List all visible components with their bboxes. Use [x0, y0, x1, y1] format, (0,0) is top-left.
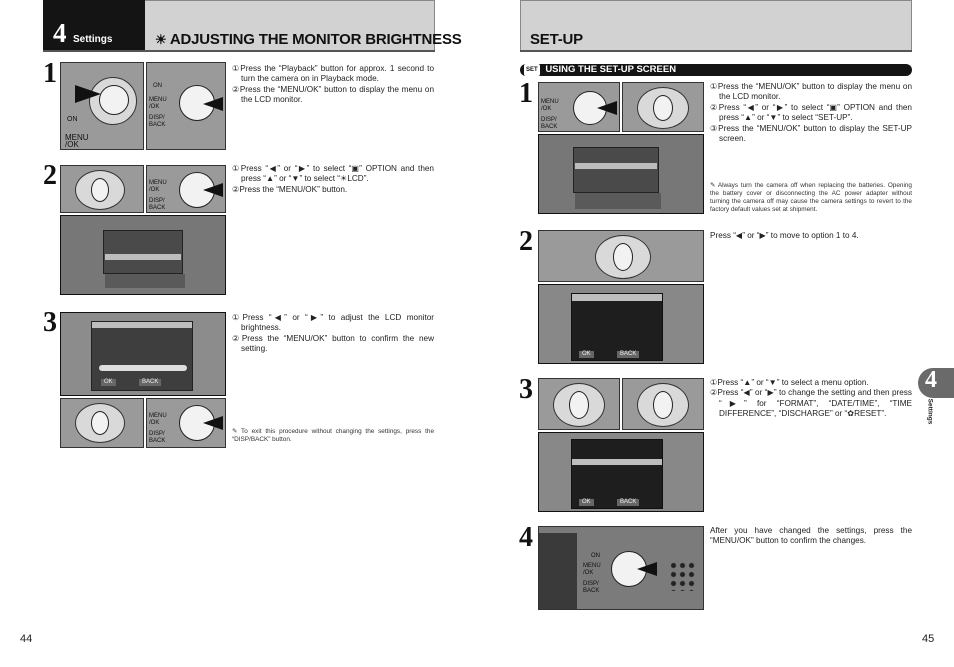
left-header-rule	[43, 50, 435, 52]
instruction: Press “◀” or “▶” to move to option 1 to 4.	[710, 231, 859, 240]
on-label: ON	[67, 116, 78, 123]
chapter-number: 4	[53, 18, 67, 48]
ok-label: OK	[579, 499, 594, 506]
tab-number: 4	[925, 367, 937, 393]
right-section-title: SET-UP	[530, 31, 583, 48]
setup-highlight	[572, 459, 662, 465]
subheading-bar: SET USING THE SET-UP SCREEN	[520, 64, 912, 76]
menu-panel	[103, 230, 183, 274]
dpad-center	[91, 178, 109, 202]
right-step-3-text	[710, 378, 912, 420]
camera-photo-menu	[146, 165, 226, 213]
instruction: ②Press “◀” or “▶” to select “▣” OPTION and then press “▲” or “▼” to select “SET-UP”.	[710, 102, 912, 123]
sun-icon: ☀	[155, 32, 167, 47]
lcd-screen-options	[60, 215, 226, 295]
setup-icon: SET	[524, 64, 540, 76]
camera-photo-playback	[60, 62, 144, 150]
option-icons-bar	[105, 274, 185, 288]
camera-photo-dpad	[622, 82, 704, 132]
camera-screen	[539, 533, 577, 610]
pointer-arrow	[203, 97, 223, 111]
back-label: BACK	[139, 379, 161, 386]
pointer-arrow	[637, 562, 657, 576]
instruction: ①Press the “Playback” button for approx. 1 second to turn the camera on in Playback mode.	[232, 64, 434, 84]
menu-highlight	[575, 163, 657, 169]
instruction: ①Press “◀” or “▶” to adjust the LCD monitor brightness.	[232, 313, 434, 333]
instruction: ②Press “◀” or “▶” to change the setting and then press “▶” for “FORMAT”, “DATE/TIME”, “TIME DIFFERENCE”, “DISCHARGE” or “✿RESET”.	[710, 388, 912, 419]
menu-ok-label: MENU /OK	[149, 413, 167, 426]
left-note: ✎ To exit this procedure without changing the settings, press the “DISP/BACK” button.	[232, 428, 434, 443]
instruction: ①Press “◀” or “▶” to select “▣” OPTION and then press “▲” or “▼” to select “☀LCD”.	[232, 164, 434, 184]
pointer-arrow	[203, 183, 223, 197]
chapter-side-tab	[918, 368, 954, 398]
menu-ok-label: MENU /OK	[149, 97, 167, 110]
step-number: 1	[43, 58, 57, 89]
option-icons-bar	[575, 193, 661, 209]
step-3-text	[232, 313, 434, 355]
camera-photo-dpad	[622, 378, 704, 430]
playback-button	[99, 85, 129, 115]
dpad-center	[569, 391, 589, 419]
camera-photo-back	[538, 526, 704, 610]
camera-photo-dpad	[60, 165, 144, 213]
instruction: ①Press the “MENU/OK” button to display the menu on the LCD monitor.	[710, 82, 912, 102]
menu-label: MENU /OK	[65, 133, 89, 149]
instruction: After you have changed the settings, press the “MENU/OK” button to confirm the changes.	[710, 526, 912, 546]
step-number: 4	[519, 522, 533, 553]
camera-photo-dpad	[60, 398, 144, 448]
ok-label: OK	[101, 379, 116, 386]
right-step-2-text	[710, 231, 912, 241]
page-number: 44	[20, 633, 33, 645]
step-number: 3	[519, 374, 533, 405]
on-label: ON	[591, 553, 600, 559]
dpad-center	[653, 391, 673, 419]
step-2-text	[232, 164, 434, 195]
camera-photo-dpad-wide	[538, 230, 704, 282]
dpad-center	[613, 243, 633, 271]
step-number: 2	[43, 160, 57, 191]
right-note: ✎ Always turn the camera off when replacing the batteries. Opening the battery cover or disconnecting the AC power adapter without turning the camera off may cause the camera settings to revert to the factory default values set at shipment.	[710, 182, 912, 213]
lcd-screen-setup	[538, 284, 704, 364]
chapter-label: Settings	[73, 34, 113, 45]
chapter-box	[43, 0, 145, 50]
step-number: 2	[519, 226, 533, 257]
instruction: ②Press the “MENU/OK” button to display the menu on the LCD monitor.	[232, 84, 434, 105]
pointer-arrow	[75, 85, 101, 103]
menu-panel	[573, 147, 659, 193]
lcd-screen-brightness	[60, 312, 226, 396]
instruction: ①Press “▲” or “▼” to select a menu option.	[710, 378, 869, 387]
brightness-slider	[99, 365, 187, 371]
camera-photo-menu	[146, 398, 226, 448]
pointer-arrow	[597, 101, 617, 115]
disp-back-label: DISP/ BACK	[149, 115, 166, 128]
right-step-4-text	[710, 526, 912, 547]
dpad-center	[91, 411, 109, 435]
camera-photo-menu	[146, 62, 226, 150]
disp-back-label: DISP/ BACK	[541, 117, 558, 130]
disp-back-label: DISP/ BACK	[149, 431, 166, 444]
lcd-screen-options	[538, 134, 704, 214]
speaker-holes	[669, 561, 697, 591]
ok-label: OK	[579, 351, 594, 358]
lcd-screen-setup	[538, 432, 704, 512]
menu-highlight	[105, 254, 181, 260]
right-header-rule	[520, 50, 912, 52]
instruction: ③Press the “MENU/OK” button to display the SET-UP screen.	[710, 123, 912, 144]
pointer-arrow	[203, 416, 223, 430]
camera-photo-menu	[538, 82, 620, 132]
instruction: ②Press the “MENU/OK” button to confirm the new setting.	[232, 333, 434, 354]
dpad-center	[653, 95, 673, 121]
brightness-title-bar	[92, 322, 192, 328]
setup-tab-bar	[572, 294, 662, 301]
memo-icon: ✎	[710, 182, 716, 189]
step-number: 1	[519, 78, 533, 109]
camera-photo-dpad	[538, 378, 620, 430]
step-number: 3	[43, 307, 57, 338]
left-section-title: ☀ ADJUSTING THE MONITOR BRIGHTNESS	[155, 31, 462, 48]
step-1-text	[232, 64, 434, 106]
instruction: ②Press the “MENU/OK” button.	[232, 184, 348, 194]
disp-back-label: DISP/ BACK	[583, 581, 600, 594]
on-label: ON	[153, 83, 162, 89]
right-step-1-text	[710, 82, 912, 144]
memo-icon: ✎	[232, 428, 238, 435]
page-number: 45	[922, 633, 935, 645]
menu-ok-label: MENU /OK	[149, 180, 167, 193]
back-label: BACK	[617, 351, 639, 358]
menu-ok-label: MENU /OK	[583, 563, 601, 576]
tab-label: Settings	[926, 398, 934, 425]
back-label: BACK	[617, 499, 639, 506]
menu-ok-label: MENU /OK	[541, 99, 559, 112]
disp-back-label: DISP/ BACK	[149, 198, 166, 211]
